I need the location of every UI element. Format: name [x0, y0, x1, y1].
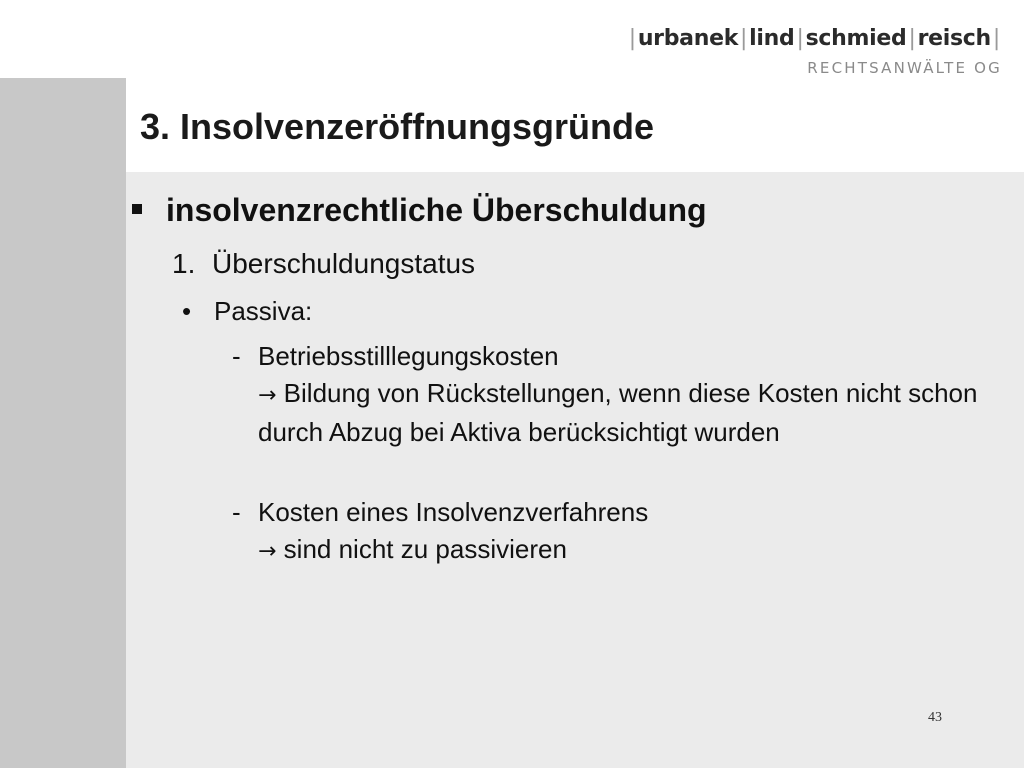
logo-name-reisch: reisch [917, 26, 991, 51]
side-strip [0, 78, 126, 768]
arrow-right-icon: → [258, 383, 277, 408]
dash-item-body [258, 494, 978, 570]
firm-logo [627, 26, 1002, 77]
logo-separator: | [992, 26, 1000, 51]
logo-name-urbanek: urbanek [637, 26, 739, 51]
level1-heading-text: insolvenzrechtliche Überschuldung [166, 192, 707, 228]
logo-separator: | [740, 26, 748, 51]
level2-subheading [172, 248, 475, 280]
dash-item-line2 [258, 375, 978, 451]
logo-separator: | [628, 26, 636, 51]
firm-logo-names [627, 26, 1002, 51]
round-bullet-icon: • [182, 296, 192, 326]
dash-marker: - [232, 497, 241, 527]
subheading-number: 1. [172, 248, 196, 279]
level3-bullet [182, 296, 312, 327]
arrow-right-icon: → [258, 539, 277, 564]
dash-item-line2-text: sind nicht zu passivieren [283, 534, 567, 564]
firm-logo-subtitle: RECHTSANWÄLTE OG [807, 59, 1002, 77]
logo-name-lind: lind [749, 26, 795, 51]
slide-title: 3. Insolvenzeröffnungsgründe [140, 106, 655, 147]
bullet-text: Passiva: [214, 296, 313, 326]
dash-item-line2-text: Bildung von Rückstellungen, wenn diese Kosten nicht schon durch Abzug bei Aktiva berücksichtigt wurden [258, 378, 978, 447]
dash-item-stilllegung [232, 338, 978, 451]
dash-item-line2 [258, 531, 978, 570]
logo-name-schmied: schmied [805, 26, 907, 51]
page-number: 43 [928, 710, 942, 725]
square-bullet-icon [132, 204, 142, 214]
dash-item-verfahrenskosten [232, 494, 978, 570]
dash-item-line1: Kosten eines Insolvenzverfahrens [258, 497, 649, 527]
level1-heading [132, 192, 707, 229]
subheading-text: Überschuldungstatus [212, 248, 476, 279]
dash-item-line1: Betriebsstilllegungskosten [258, 341, 559, 371]
logo-separator: | [908, 26, 916, 51]
logo-separator: | [796, 26, 804, 51]
dash-marker: - [232, 341, 241, 371]
dash-item-body [258, 338, 978, 451]
